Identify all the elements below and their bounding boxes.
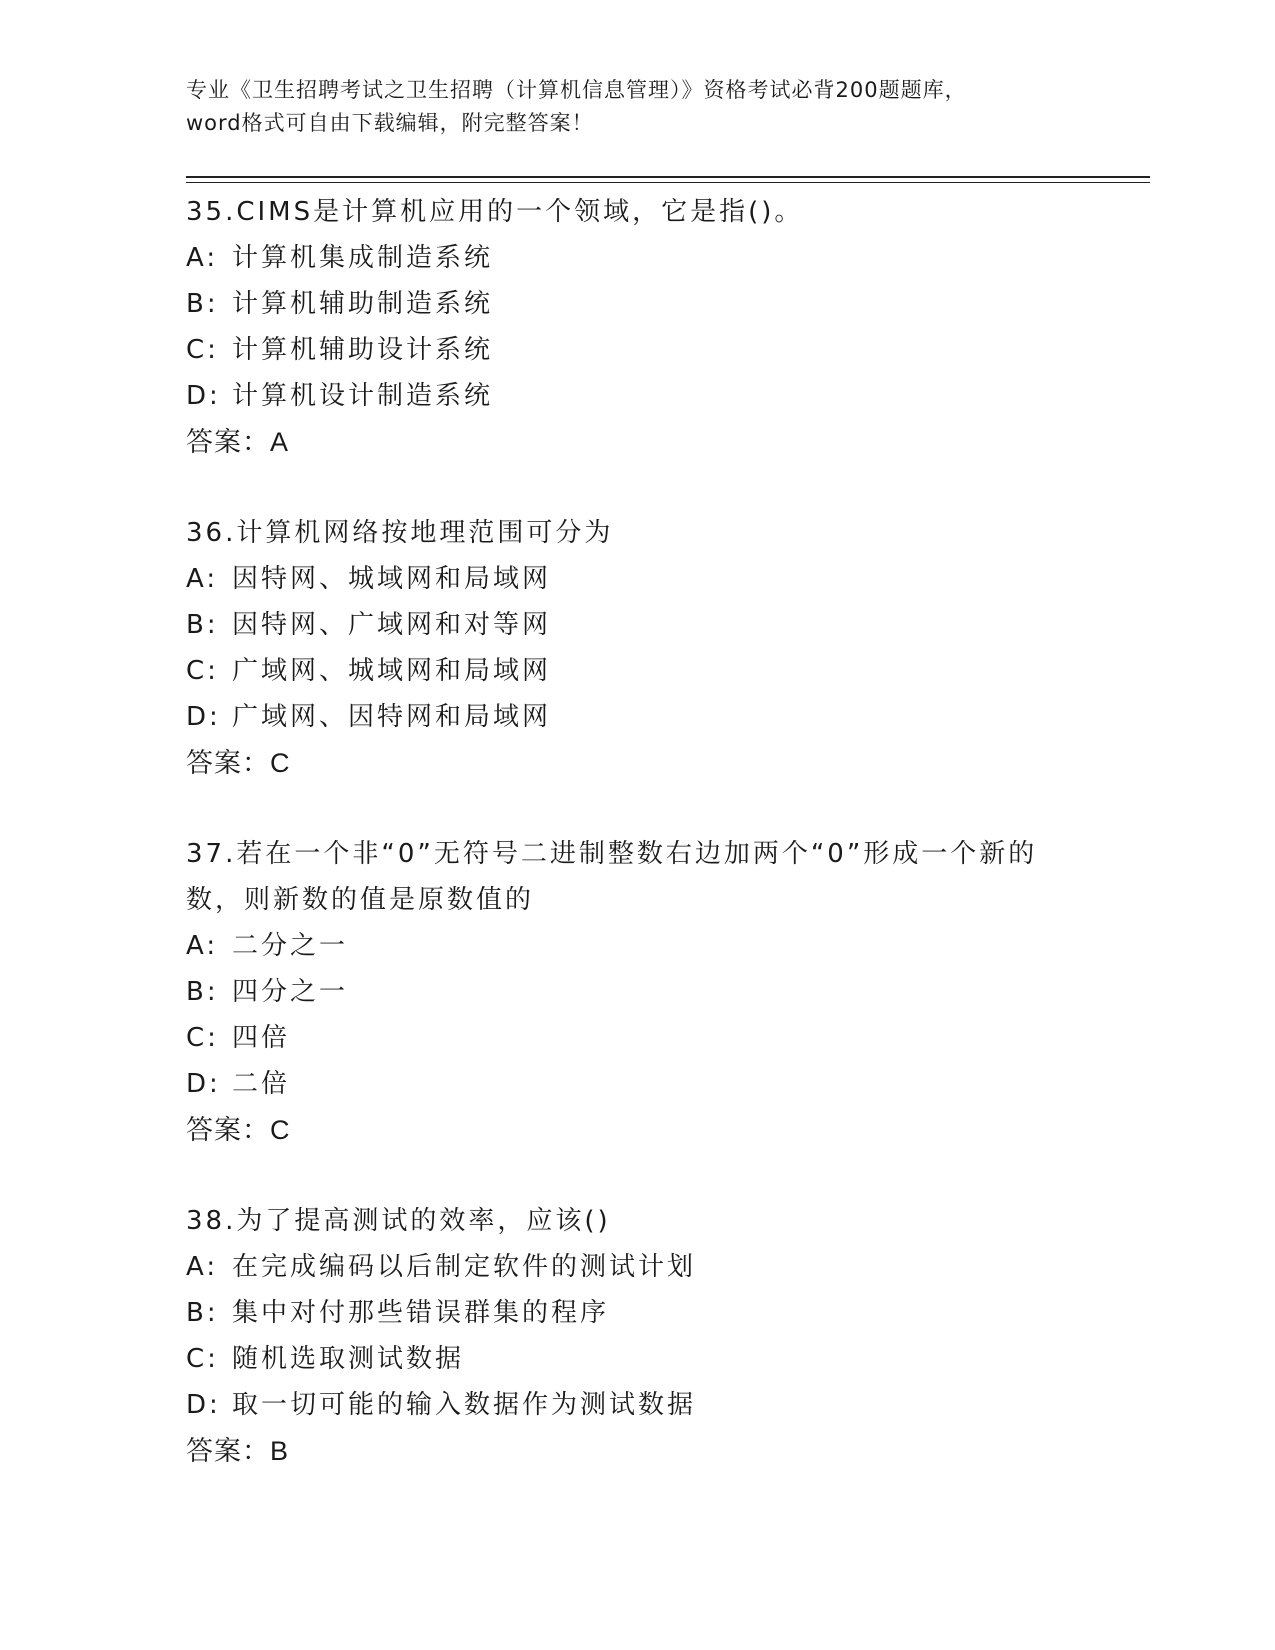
question-stem: 35.CIMS是计算机应用的一个领域，它是指()。	[186, 197, 804, 227]
option-text: 计算机集成制造系统	[232, 243, 494, 273]
option-letter: A:	[186, 931, 219, 961]
option-letter: C:	[186, 1023, 219, 1053]
option-d	[186, 373, 1146, 419]
document-header	[186, 74, 1086, 140]
question-35	[186, 189, 1146, 465]
option-c	[186, 1015, 1146, 1061]
option-b	[186, 969, 1146, 1015]
header-line-1: 专业《卫生招聘考试之卫生招聘（计算机信息管理）》资格考试必背200题题库，	[186, 78, 967, 102]
answer-line: 答案：C	[186, 1115, 291, 1145]
option-letter: D:	[186, 1390, 221, 1420]
answer-line: 答案：C	[186, 748, 291, 778]
option-d	[186, 1061, 1146, 1107]
question-36	[186, 510, 1146, 786]
option-d	[186, 694, 1146, 740]
option-letter: D:	[186, 702, 221, 732]
question-stem: 38.为了提高测试的效率，应该()	[186, 1206, 611, 1236]
option-text: 因特网、城域网和局域网	[232, 564, 552, 594]
option-text: 计算机设计制造系统	[232, 381, 494, 411]
header-divider-thick	[186, 176, 1150, 178]
option-letter: A:	[186, 243, 219, 273]
option-text: 四分之一	[232, 977, 349, 1007]
option-c	[186, 327, 1146, 373]
answer-line: 答案：B	[186, 1436, 290, 1466]
option-text: 计算机辅助设计系统	[232, 335, 494, 365]
option-letter: C:	[186, 335, 219, 365]
option-text: 广域网、因特网和局域网	[232, 702, 552, 732]
option-text: 随机选取测试数据	[232, 1344, 465, 1374]
option-letter: C:	[186, 656, 219, 686]
question-38	[186, 1198, 1146, 1474]
option-text: 二分之一	[232, 931, 349, 961]
question-stem: 36.计算机网络按地理范围可分为	[186, 518, 614, 548]
option-b	[186, 281, 1146, 327]
option-a	[186, 1244, 1146, 1290]
option-a	[186, 923, 1146, 969]
option-text: 取一切可能的输入数据作为测试数据	[232, 1390, 697, 1420]
header-divider-thin	[186, 182, 1150, 183]
question-37	[186, 831, 1146, 1153]
option-letter: B:	[186, 289, 219, 319]
header-line-2: word格式可自由下载编辑，附完整答案！	[186, 111, 594, 135]
option-c	[186, 648, 1146, 694]
option-c	[186, 1336, 1146, 1382]
option-letter: B:	[186, 610, 219, 640]
option-b	[186, 1290, 1146, 1336]
question-stem-continued: 数，则新数的值是原数值的	[186, 885, 535, 915]
option-d	[186, 1382, 1146, 1428]
option-text: 因特网、广域网和对等网	[232, 610, 552, 640]
answer-line: 答案：A	[186, 427, 290, 457]
option-letter: D:	[186, 1069, 221, 1099]
option-text: 二倍	[232, 1069, 291, 1099]
option-text: 广域网、城域网和局域网	[232, 656, 552, 686]
question-stem: 37.若在一个非“0”无符号二进制整数右边加两个“0”形成一个新的	[186, 839, 1038, 869]
option-text: 四倍	[232, 1023, 291, 1053]
option-letter: D:	[186, 381, 221, 411]
option-text: 计算机辅助制造系统	[232, 289, 494, 319]
option-text: 在完成编码以后制定软件的测试计划	[232, 1252, 697, 1282]
option-b	[186, 602, 1146, 648]
option-a	[186, 556, 1146, 602]
option-letter: C:	[186, 1344, 219, 1374]
option-letter: A:	[186, 1252, 219, 1282]
option-a	[186, 235, 1146, 281]
option-text: 集中对付那些错误群集的程序	[232, 1298, 610, 1328]
option-letter: B:	[186, 1298, 219, 1328]
option-letter: A:	[186, 564, 219, 594]
question-list	[186, 189, 1146, 1519]
option-letter: B:	[186, 977, 219, 1007]
